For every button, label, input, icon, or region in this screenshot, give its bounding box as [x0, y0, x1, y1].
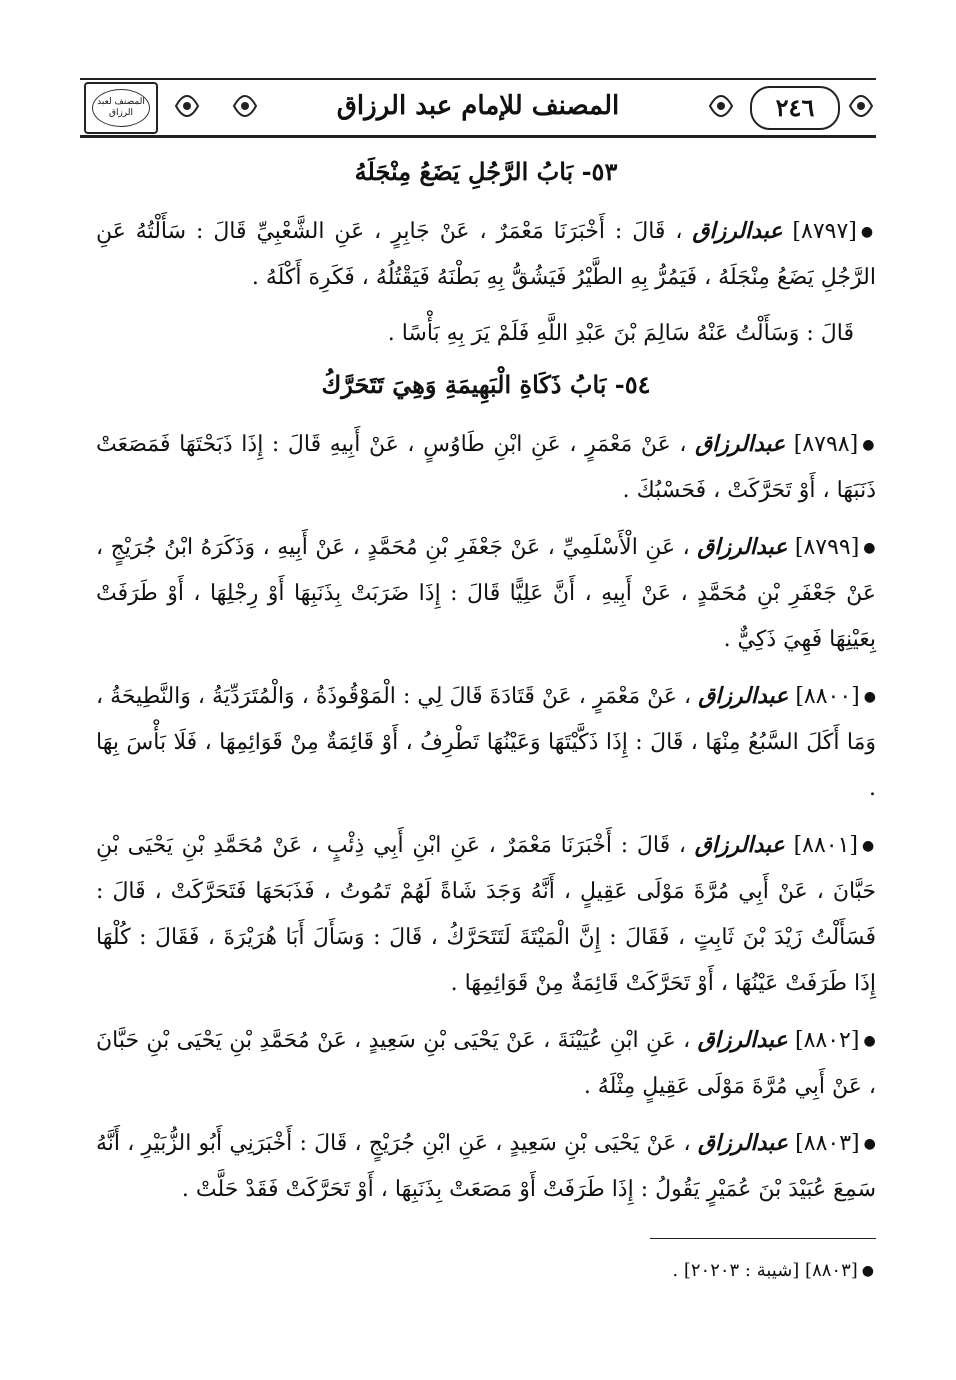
- bullet-icon: ●: [863, 1136, 877, 1152]
- bullet-icon: ●: [863, 689, 877, 705]
- chapter-heading: ٥٤- بَابُ ذَكَاةِ الْبَهِيمَةِ وَهِيَ تَتَحَرَّكُ: [321, 370, 651, 399]
- ornament-icon: [846, 84, 876, 128]
- hadith-entry: [96, 1120, 876, 1213]
- bullet-icon: ●: [861, 1263, 874, 1279]
- running-header: [80, 78, 876, 138]
- hadith-text: ، قَالَ : أَخْبَرَنَا مَعْمَرٌ ، عَنْ جَابِرٍ ، عَنِ الشَّعْبِيِّ قَالَ : سَأَلْتُهُ عَنِ الرَّجُلِ يَضَعُ مِنْجَلَهُ ، فَيَمُرُّ بِهِ الطَّيْرُ فَيَشُقُّ بِهِ بَطْنَهُ فَيَقْتُلُهُ ، فَكَرِهَ أَكْلَهُ .: [96, 219, 876, 290]
- hadith-entry: [96, 524, 876, 663]
- ornament-icon: [230, 84, 260, 128]
- hadith-entry: [96, 822, 876, 1007]
- footnote: [672, 1258, 874, 1284]
- hadith-number: [٨٧٩٩]: [794, 535, 860, 560]
- hadith-text: ، عَنِ الْأَسْلَمِيِّ ، عَنْ جَعْفَرِ بْنِ مُحَمَّدٍ ، عَنْ أَبِيهِ ، وَذَكَرَهُ ابْنُ جُرَيْجٍ ، عَنْ جَعْفَرِ بْنِ مُحَمَّدٍ ، عَنْ أَبِيهِ ، أَنَّ عَلِيًّا قَالَ : إِذَا ضَرَبَتْ بِذَنَبِهَا أَوْ رِجْلِهَا ، أَوْ طَرَفَتْ بِعَيْنِهَا فَهِيَ ذَكِيٌّ .: [96, 535, 876, 652]
- header-rule-top: [80, 78, 876, 80]
- narrator-name: عبدالرزاق: [697, 1027, 788, 1053]
- bullet-icon: ●: [860, 224, 877, 240]
- ornament-icon: [172, 84, 202, 128]
- hadith-number: [٨٧٩٧]: [792, 219, 857, 244]
- hadith-entry: [96, 1017, 876, 1110]
- hadith-text: ، عَنْ مَعْمَرٍ ، عَنْ قَتَادَةَ قَالَ لِي : الْمَوْقُوذَةُ ، وَالْمُتَرَدِّيَةُ ، وَالنَّطِيحَةُ ، وَمَا أَكَلَ السَّبُعُ مِنْهَا ، قَالَ : إِذَا ذَكَّيْتَهَا وَعَيْنُهَا تَطْرِفُ ، أَوْ قَائِمَةٌ مِنْ قَوَائِمِهَا ، فَلَا بَأْسَ بِهَا .: [96, 684, 876, 801]
- hadith-number: [٨٨٠٢]: [795, 1028, 860, 1053]
- hadith-number: [٨٨٠١]: [793, 833, 859, 858]
- page-number: ٢٤٦: [750, 86, 840, 130]
- bullet-icon: ●: [862, 437, 877, 453]
- book-emblem: [84, 82, 158, 134]
- page-body: [96, 150, 876, 1223]
- hadith-entry: [96, 208, 876, 301]
- bullet-icon: ●: [863, 540, 877, 556]
- ornament-icon: [706, 84, 736, 128]
- chapter-heading: ٥٣- بَابُ الرَّجُلِ يَضَعُ مِنْجَلَهُ: [354, 157, 618, 186]
- narrator-name: عبدالرزاق: [698, 683, 789, 709]
- bullet-icon: ●: [863, 1033, 877, 1049]
- hadith-number: [٨٨٠٠]: [795, 684, 860, 709]
- narrator-name: عبدالرزاق: [697, 534, 788, 560]
- hadith-number: [٨٨٠٣]: [795, 1131, 860, 1156]
- hadith-number: [٨٧٩٨]: [793, 432, 859, 457]
- header-rule-bottom: [80, 135, 876, 138]
- narrator-name: عبدالرزاق: [695, 431, 786, 457]
- narrator-name: عبدالرزاق: [697, 1130, 788, 1156]
- hadith-continuation: قَالَ : وَسَأَلْتُ عَنْهُ سَالِمَ بْنَ عَبْدِ اللَّهِ فَلَمْ يَرَ بِهِ بَأْسًا .: [387, 321, 854, 346]
- header-title: المصنف للإمام عبد الرزاق: [336, 91, 620, 121]
- emblem-logo-icon: المصنف لعبد الرزاق: [92, 89, 150, 127]
- hadith-entry: [96, 673, 876, 812]
- narrator-name: عبدالرزاق: [694, 832, 785, 858]
- hadith-text: ، عَنْ يَحْيَى بْنِ سَعِيدٍ ، عَنِ ابْنِ جُرَيْجٍ ، قَالَ : أَخْبَرَنِي أَبُو الزُّبَيْرِ ، أَنَّهُ سَمِعَ عُبَيْدَ بْنَ عُمَيْرٍ يَقُولُ : إِذَا طَرَفَتْ أَوْ مَصَعَتْ بِذَنَبِهَا ، أَوْ تَحَرَّكَتْ فَقَدْ حَلَّتْ .: [96, 1131, 876, 1202]
- footnote-separator: [650, 1238, 876, 1239]
- hadith-text: ، عَنِ ابْنِ عُيَيْنَةَ ، عَنْ يَحْيَى بْنِ سَعِيدٍ ، عَنْ مُحَمَّدِ بْنِ يَحْيَى بْنِ حَبَّانَ ، عَنْ أَبِي مُرَّةَ مَوْلَى عَقِيلٍ مِثْلَهُ .: [96, 1028, 876, 1099]
- footnote-text: [٨٨٠٣] [شيبة : ٢٠٢٠٣] .: [672, 1260, 858, 1281]
- hadith-entry: [96, 421, 876, 514]
- hadith-text: ، عَنْ مَعْمَرٍ ، عَنِ ابْنِ طَاوُسٍ ، عَنْ أَبِيهِ قَالَ : إِذَا ذَبَحْتَهَا فَمَصَعَتْ ذَنَبَهَا ، أَوْ تَحَرَّكَتْ ، فَحَسْبُكَ .: [96, 432, 876, 503]
- bullet-icon: ●: [862, 838, 876, 854]
- narrator-name: عبدالرزاق: [692, 218, 783, 244]
- hadith-text: ، قَالَ : أَخْبَرَنَا مَعْمَرٌ ، عَنِ ابْنِ أَبِي ذِئْبٍ ، عَنْ مُحَمَّدِ بْنِ يَحْيَى بْنِ حَبَّانَ ، عَنْ أَبِي مُرَّةَ مَوْلَى عَقِيلٍ ، أَنَّهُ وَجَدَ شَاةً لَهُمْ تَمُوتُ ، فَذَبَحَهَا فَتَحَرَّكَتْ ، قَالَ : فَسَأَلْتُ زَيْدَ بْنَ ثَابِتٍ ، فَقَالَ : إِنَّ الْمَيْتَةَ لَتَتَحَرَّكُ ، قَالَ : وَسَأَلَ أَبَا هُرَيْرَةَ ، فَقَالَ : كُلْهَا إِذَا طَرَفَتْ عَيْنُهَا ، أَوْ تَحَرَّكَتْ قَائِمَةٌ مِنْ قَوَائِمِهَا .: [96, 833, 876, 996]
